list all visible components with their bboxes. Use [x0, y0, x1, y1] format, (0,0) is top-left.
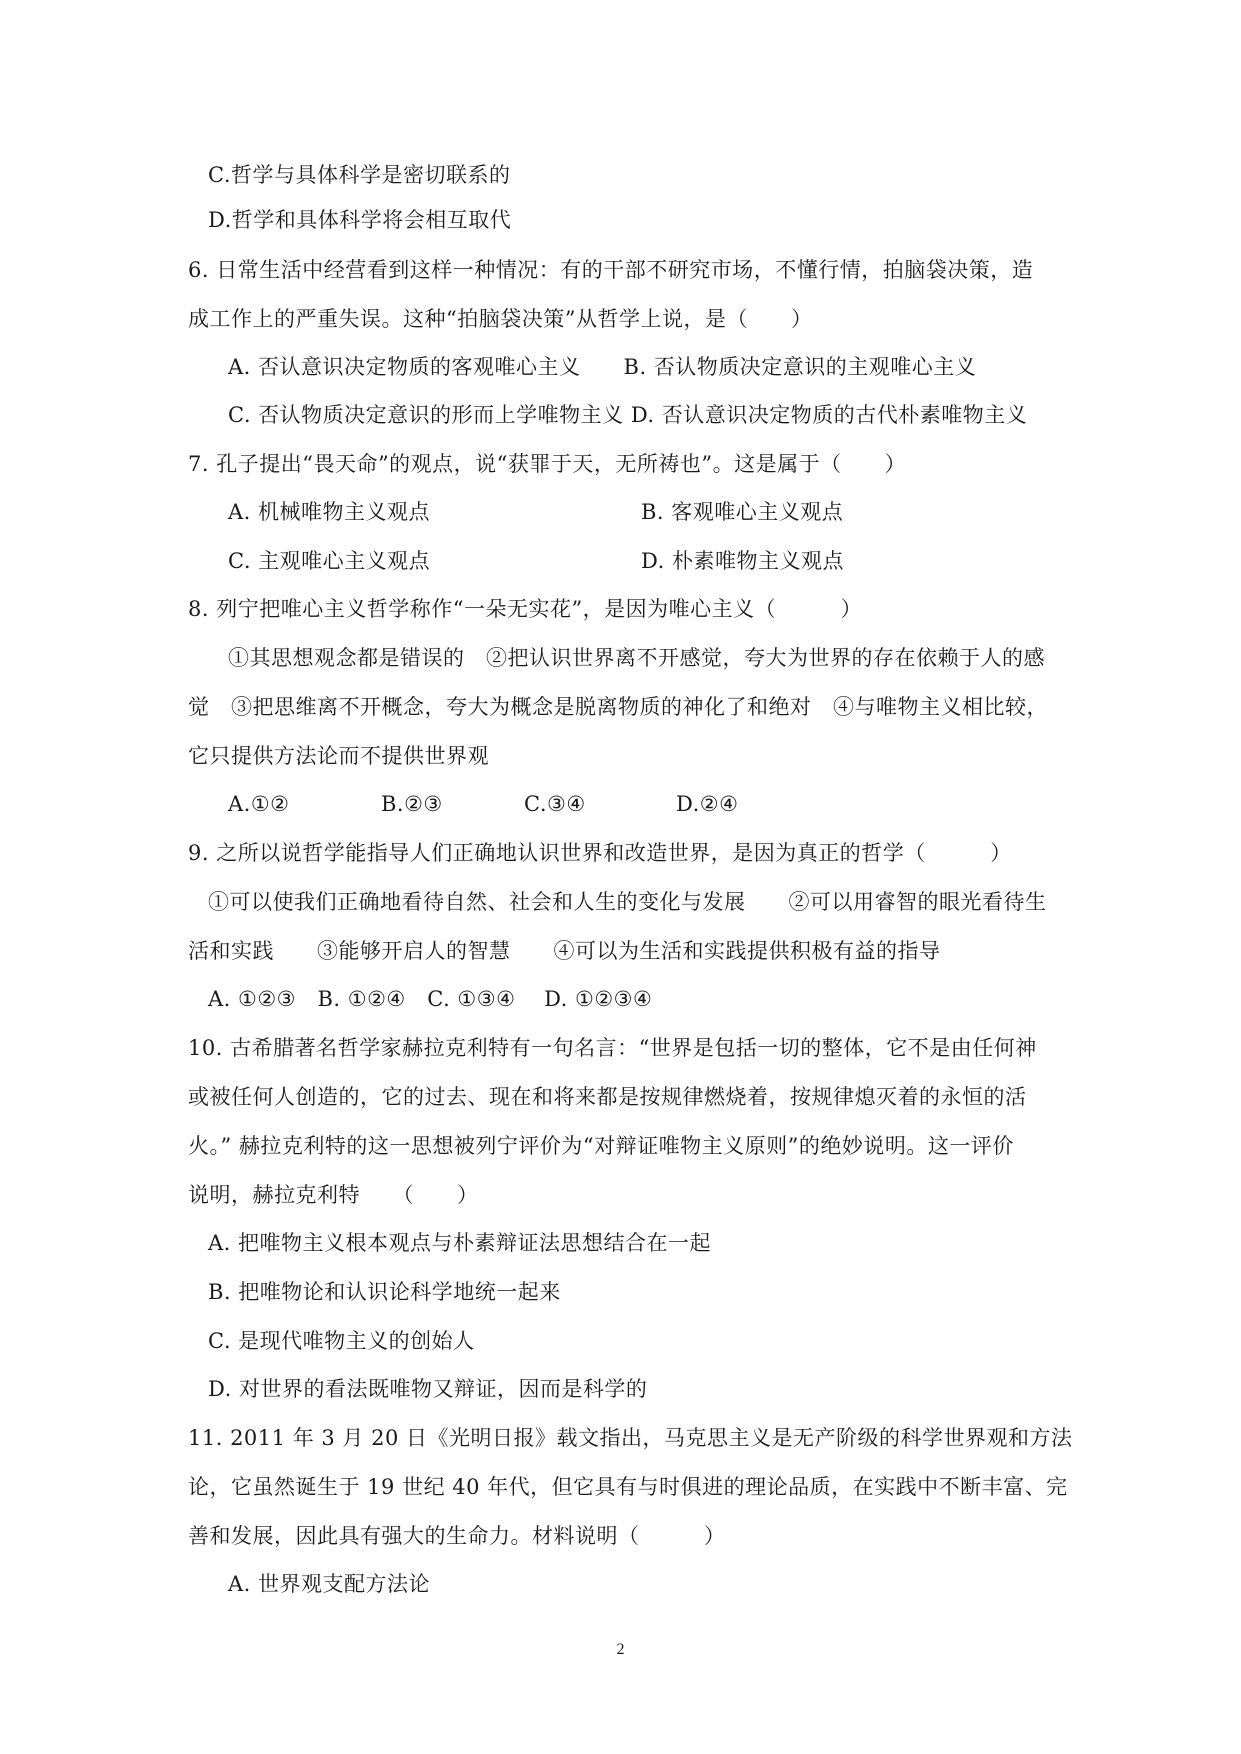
page-number: 2: [616, 1641, 625, 1658]
question-9: 9. 之所以说哲学能指导人们正确地认识世界和改造世界，是因为真正的哲学（ ）: [188, 841, 1012, 865]
option-7b: B. 客观唯心主义观点: [641, 500, 844, 524]
option-10b: B. 把唯物论和认识论科学地统一起来: [208, 1280, 561, 1304]
option-8c: C.③④: [524, 792, 586, 816]
option-5c: C.哲学与具体科学是密切联系的: [208, 163, 511, 187]
question-10-line-4: 说明，赫拉克利特 （ ）: [188, 1183, 479, 1207]
options-6-ab: A. 否认意识决定物质的客观唯心主义 B. 否认物质决定意识的主观唯心主义: [228, 355, 977, 379]
option-7d: D. 朴素唯物主义观点: [641, 549, 844, 573]
option-7a: A. 机械唯物主义观点: [228, 500, 431, 524]
question-10-line-3: 火。” 赫拉克利特的这一思想被列宁评价为“对辩证唯物主义原则”的绝妙说明。这一评价: [188, 1134, 1014, 1158]
question-9-item-line-1: ①可以使我们正确地看待自然、社会和人生的变化与发展 ②可以用睿智的眼光看待生: [208, 890, 1047, 914]
option-11a: A. 世界观支配方法论: [228, 1572, 431, 1596]
option-10d: D. 对世界的看法既唯物又辩证，因而是科学的: [208, 1377, 648, 1401]
option-8d: D.②④: [676, 792, 739, 816]
option-10c: C. 是现代唯物主义的创始人: [208, 1329, 475, 1353]
question-8-item-line-1: ①其思想观念都是错误的 ②把认识世界离不开感觉，夸大为世界的存在依赖于人的感: [228, 646, 1045, 670]
question-6-line-1: 6. 日常生活中经营看到这样一种情况：有的干部不研究市场，不懂行情，拍脑袋决策，造: [188, 258, 1034, 282]
options-9: A. ①②③ B. ①②④ C. ①③④ D. ①②③④: [208, 987, 653, 1011]
question-8-item-line-3: 它只提供方法论而不提供世界观: [188, 744, 489, 768]
question-11-line-1: 11. 2011 年 3 月 20 日《光明日报》载文指出，马克思主义是无产阶级的科学世界观和方法: [188, 1426, 1073, 1450]
question-10-line-2: 或被任何人创造的，它的过去、现在和将来都是按规律燃烧着，按规律熄灭着的永恒的活: [188, 1085, 1027, 1109]
question-8-item-line-2: 觉 ③把思维离不开概念，夸大为概念是脱离物质的神化了和绝对 ④与唯物主义相比较，: [188, 695, 1048, 719]
option-8b: B.②③: [381, 792, 443, 816]
question-11-line-2: 论，它虽然诞生于 19 世纪 40 年代，但它具有与时俱进的理论品质，在实践中不断丰富、完: [188, 1475, 1068, 1499]
option-8a: A.①②: [228, 792, 290, 816]
question-7: 7. 孔子提出“畏天命”的观点，说“获罪于天，无所祷也”。这是属于（ ）: [188, 452, 907, 476]
question-11-line-3: 善和发展，因此具有强大的生命力。材料说明（ ）: [188, 1524, 726, 1548]
option-5d: D.哲学和具体科学将会相互取代: [208, 208, 512, 232]
question-10-line-1: 10. 古希腊著名哲学家赫拉克利特有一句名言：“世界是包括一切的整体，它不是由任何神: [188, 1036, 1037, 1060]
option-7c: C. 主观唯心主义观点: [228, 549, 431, 573]
question-9-item-line-2: 活和实践 ③能够开启人的智慧 ④可以为生活和实践提供积极有益的指导: [188, 939, 941, 963]
option-10a: A. 把唯物主义根本观点与朴素辩证法思想结合在一起: [208, 1231, 712, 1255]
question-6-line-2: 成工作上的严重失误。这种“拍脑袋决策”从哲学上说，是（ ）: [188, 307, 813, 331]
question-8: 8. 列宁把唯心主义哲学称作“一朵无实花”，是因为唯心主义（ ）: [188, 597, 863, 621]
options-6-cd: C. 否认物质决定意识的形而上学唯物主义 D. 否认意识决定物质的古代朴素唯物主义: [228, 403, 1028, 427]
